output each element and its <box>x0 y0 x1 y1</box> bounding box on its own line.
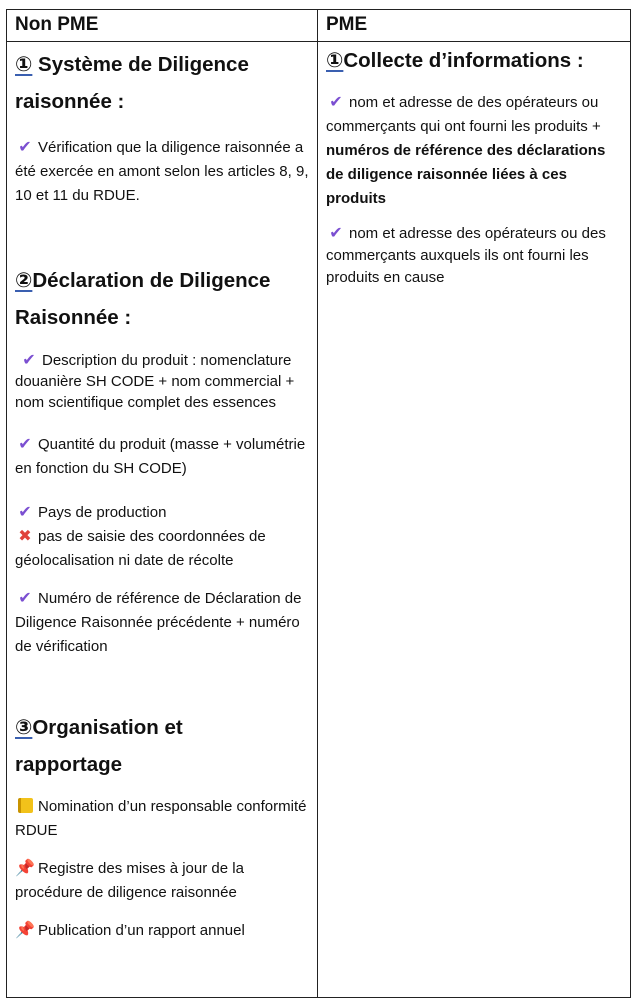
heavy-check-icon: ✔ <box>18 139 32 156</box>
section-title-collecte: ①Collecte d’informations : <box>326 49 584 72</box>
list-item: ✔ Vérification que la diligence raisonnée a été exercée en amont selon les articles 8, 9, 10 et 11 du RDUE. <box>15 136 309 208</box>
non-pme-column <box>7 42 318 998</box>
comparison-table <box>6 9 631 998</box>
pushpin-icon: 📌 <box>15 922 35 939</box>
list-item: Nomination d’un responsable conformité RDUE <box>15 798 307 839</box>
heavy-check-icon: ✔ <box>329 225 343 242</box>
heavy-check-icon: ✔ <box>18 590 32 607</box>
heavy-check-icon: ✔ <box>18 436 32 453</box>
section-title-organisation: ③Organisation et <box>15 716 183 739</box>
section-title-declaration: ②Déclaration de Diligence <box>15 269 271 292</box>
section-title-systeme-cont: raisonnée : <box>15 90 125 113</box>
section-number: ② <box>15 269 33 292</box>
section-number: ① <box>326 49 344 72</box>
list-item: ✔ Description du produit : nomenclature douanière SH CODE + nom commercial + nom scientifique complet des essences <box>15 352 295 411</box>
list-item: ✔ Quantité du produit (masse + volumétrie en fonction du SH CODE) <box>15 433 309 481</box>
section-number: ① <box>15 53 33 76</box>
heavy-check-icon: ✔ <box>329 94 343 111</box>
list-item: 📌 Publication d’un rapport annuel <box>15 919 309 943</box>
list-item: ✔ Pays de production <box>15 501 309 525</box>
list-item: 📌 Registre des mises à jour de la procédure de diligence raisonnée <box>15 857 309 905</box>
section-title-systeme: ① Système de Diligence <box>15 53 249 76</box>
heavy-check-icon: ✔ <box>22 352 36 369</box>
list-item: ✖ pas de saisie des coordonnées de géolocalisation ni date de récolte <box>15 525 309 573</box>
section-title-declaration-cont: Raisonnée : <box>15 306 132 329</box>
pushpin-icon: 📌 <box>15 860 35 877</box>
list-item: ✔ Numéro de référence de Déclaration de Diligence Raisonnée précédente + numéro de vérification <box>15 587 309 659</box>
pme-column <box>318 42 631 998</box>
header-pme: PME <box>318 10 631 42</box>
section-title-organisation-cont: rapportage <box>15 753 123 776</box>
list-item: ✔ nom et adresse de des opérateurs ou commerçants qui ont fourni les produits + numéros de référence des déclarations de diligence raisonnée liées à ces produits <box>326 91 622 211</box>
heavy-check-icon: ✔ <box>18 504 32 521</box>
list-item: ✔ nom et adresse des opérateurs ou des commerçants auxquels ils ont fourni les produits en cause <box>326 225 606 286</box>
cross-mark-icon: ✖ <box>18 528 32 545</box>
section-number: ③ <box>15 716 33 739</box>
header-non-pme: Non PME <box>7 10 318 42</box>
notebook-icon <box>18 798 33 813</box>
